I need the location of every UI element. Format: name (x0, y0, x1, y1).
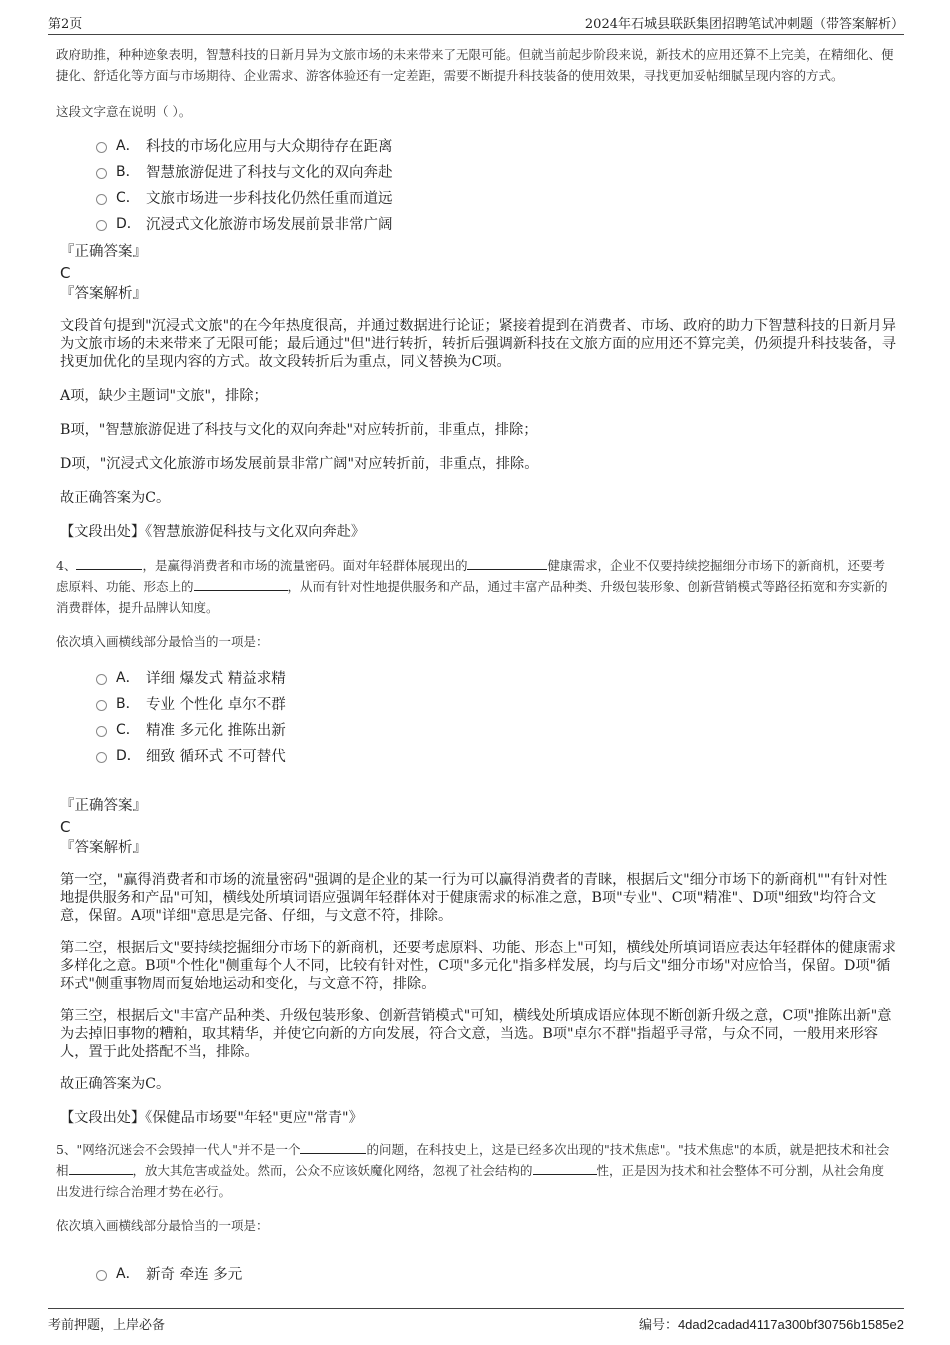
q3-analysis-para: A项，缺少主题词"文旅"，排除； (60, 388, 268, 404)
radio-icon[interactable] (96, 700, 107, 711)
blank-line (467, 557, 547, 570)
q3-options (56, 132, 896, 236)
q3-option-c[interactable]: C． 文旅市场进一步科技化仍然任重而道远 (96, 184, 896, 210)
q3-answer: C (60, 264, 71, 282)
blank-line (300, 1141, 366, 1154)
q3-option-a[interactable]: A． 科技的市场化应用与大众期待存在距离 (96, 132, 896, 158)
blank-line (194, 578, 288, 591)
q5-number: 5、 (56, 1142, 77, 1157)
q4-analysis-para: 故正确答案为C。 (60, 1076, 171, 1092)
page-content (56, 44, 896, 1286)
q4-analysis-para: 第三空，根据后文"丰富产品种类、升级包装形象、创新营销模式"可知，横线处所填成语应体现不断创新升级之意，C项"推陈出新"意为去掉旧事物的糟粕，取其精华，并使它向新的方向发展，符合文意，当选。B项"卓尔不群"指超乎寻常，与众不同，一般用来形容人，置于此处搭配不当，排除。 (60, 1008, 892, 1060)
q4-answer-label: 『正确答案』 (60, 798, 147, 814)
radio-icon[interactable] (96, 194, 107, 205)
q4-option-a[interactable]: A． 详细 爆发式 精益求精 (96, 664, 896, 690)
footer-slogan: 考前押题，上岸必备 (48, 1317, 166, 1333)
radio-icon[interactable] (96, 142, 107, 153)
q3-prompt: 这段文字意在说明（ ）。 (56, 104, 192, 119)
radio-icon[interactable] (96, 674, 107, 685)
q4-option-b[interactable]: B． 专业 个性化 卓尔不群 (96, 690, 896, 716)
q3-analysis-para: D项，"沉浸式文化旅游市场发展前景非常广阔"对应转折前，非重点，排除。 (60, 456, 539, 472)
q4-number: 4、 (56, 558, 77, 573)
footer-code-value: 4dad2cadad4117a300bf30756b1585e2 (677, 1316, 904, 1332)
q4-option-c[interactable]: C． 精准 多元化 推陈出新 (96, 716, 896, 742)
q4-analysis-para: 第二空，根据后文"要持续挖掘细分市场下的新商机，还要考虑原料、功能、形态上"可知，横线处所填词语应表达年轻群体的健康需求多样化之意。B项"个性化"侧重每个人不同，比较有针对性，C项"多元化"指多样发展，均与后文"细分市场"对应恰当，保留。D项"循环式"侧重事物周而复始地运动和变化，与文意不符，排除。 (60, 940, 896, 992)
q3-analysis-para: 故正确答案为C。 (60, 490, 171, 506)
radio-icon[interactable] (96, 168, 107, 179)
page-header (48, 10, 904, 35)
radio-icon[interactable] (96, 726, 107, 737)
q3-source: 【文段出处】《智慧旅游促科技与文化双向奔赴》 (60, 524, 366, 540)
q3-analysis-label: 『答案解析』 (60, 286, 147, 302)
q4-prompt: 依次填入画横线部分最恰当的一项是： (56, 634, 269, 649)
q4-options (56, 664, 896, 768)
blank-line (533, 1162, 597, 1175)
footer-code-label: 编号： (638, 1317, 678, 1333)
radio-icon[interactable] (96, 752, 107, 763)
q3-passage-continuation: 政府助推，种种迹象表明，智慧科技的日新月异为文旅市场的未来带来了无限可能。但就当前起步阶段来说，新技术的应用还算不上完美，在精细化、便捷化、舒适化等方面与市场期待、企业需求、游客体验还有一定差距，需要不断提升科技装备的使用效果，寻找更加妥帖细腻呈现内容的方式。 (56, 47, 894, 83)
radio-icon[interactable] (96, 1270, 107, 1281)
q3-option-b[interactable]: B． 智慧旅游促进了科技与文化的双向奔赴 (96, 158, 896, 184)
footer-code (639, 1314, 904, 1333)
page-footer (48, 1308, 904, 1337)
q4-answer: C (60, 818, 71, 836)
q3-analysis-para: B项，"智慧旅游促进了科技与文化的双向奔赴"对应转折前，非重点，排除； (60, 422, 538, 438)
q3-option-d[interactable]: D． 沉浸式文化旅游市场发展前景非常广阔 (96, 210, 896, 236)
q4-source: 【文段出处】《保健品市场要"年轻"更应"常青"》 (60, 1110, 363, 1126)
q5-options (56, 1260, 896, 1286)
q4-stem: 4、 ，是赢得消费者和市场的流量密码。面对年轻群体展现出的 健康需求，企业不仅要持续挖掘细分市场下的新商机，还要考虑原料、功能、形态上的 ，从而有针对性地提供服务和产品，通过丰富产品种类、升级包装形象、创新营销模式等路径拓宽和夯实新的消费群体，提升品牌认知度。 (56, 558, 888, 615)
q4-analysis-para: 第一空，"赢得消费者和市场的流量密码"强调的是企业的某一行为可以赢得消费者的青睐，根据后文"细分市场下的新商机""有针对性地提供服务和产品"可知，横线处所填词语应强调年轻群体对于健康需求的标准之意，B项"专业"、C项"精准"、D项"细致"均符合文意，保留。A项"详细"意思是完备、仔细，与文意不符，排除。 (60, 872, 888, 924)
q5-prompt: 依次填入画横线部分最恰当的一项是： (56, 1218, 269, 1233)
blank-line (76, 557, 142, 570)
q4-option-d[interactable]: D． 细致 循环式 不可替代 (96, 742, 896, 768)
q4-analysis-label: 『答案解析』 (60, 840, 147, 856)
blank-line (69, 1162, 133, 1175)
document-title: 2024年石城县联跃集团招聘笔试冲刺题（带答案解析） (584, 17, 904, 32)
q5-stem: 5、"网络沉迷会不会毁掉一代人"并不是一个 的问题，在科技史上，这是已经多次出现的"技术焦虑"。"技术焦虑"的本质，就是把技术和社会相 ，放大其危害或益处。然而，公众不应该妖魔化网络，忽视了社会结构的 性，正是因为技术和社会整体不可分割，从社会角度出发进行综合治理才势在必行。 (56, 1142, 890, 1199)
radio-icon[interactable] (96, 220, 107, 231)
q3-analysis-para: 文段首句提到"沉浸式文旅"的在今年热度很高，并通过数据进行论证；紧接着提到在消费者、市场、政府的助力下智慧科技的日新月异为文旅市场的未来带来了无限可能；最后通过"但"进行转折，转折后强调新科技在文旅方面的应用还不算完美，仍须提升科技装备，寻找更加优化的呈现内容的方式。故文段转折后为重点，同义替换为C项。 (60, 318, 896, 370)
q5-option-a[interactable]: A． 新奇 牵连 多元 (96, 1260, 896, 1286)
page-number: 第2页 (48, 17, 83, 32)
q3-answer-label: 『正确答案』 (60, 244, 147, 260)
